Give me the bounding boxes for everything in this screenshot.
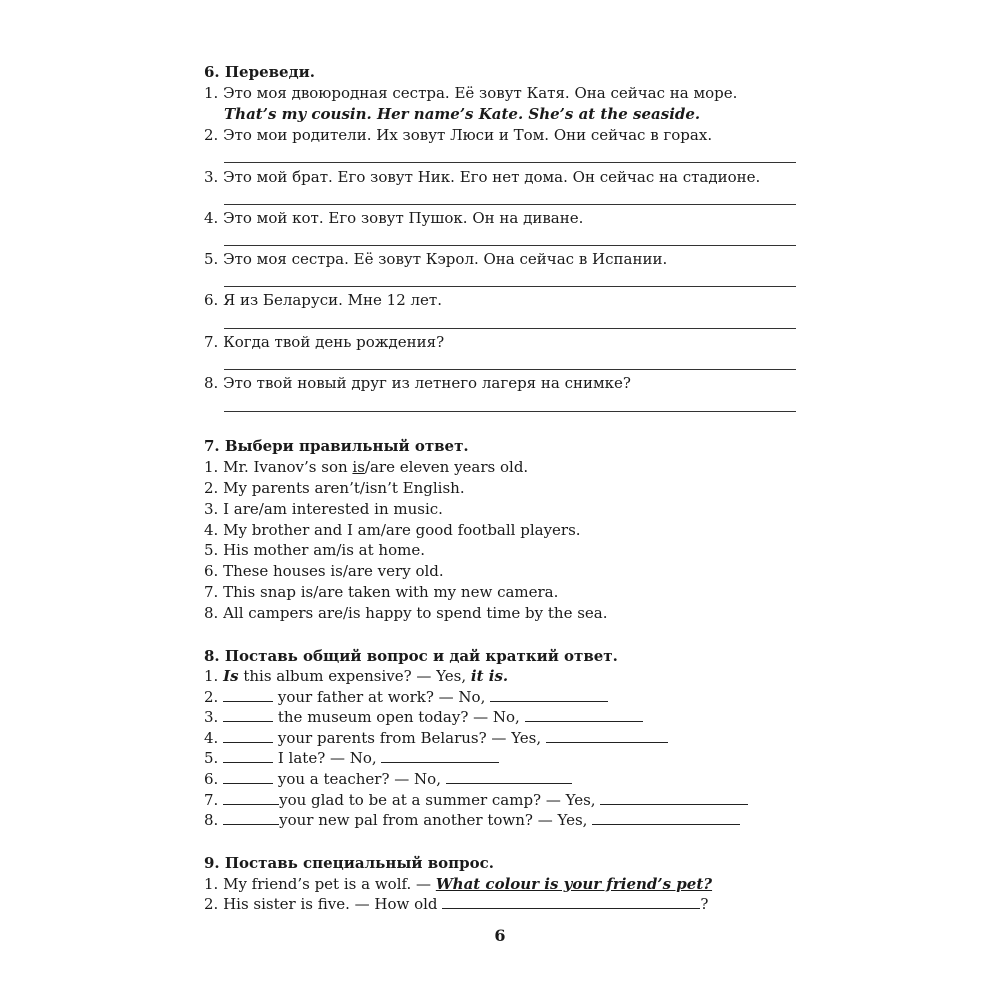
item-number: 7. bbox=[204, 583, 219, 601]
item-text: Это мой кот. Его зовут Пушок. Он на диване. bbox=[223, 209, 584, 227]
item-number: 3. bbox=[204, 168, 219, 186]
item-number: 4. bbox=[204, 729, 219, 747]
item-number: 3. bbox=[204, 500, 219, 518]
ex6-item-2 bbox=[204, 125, 712, 145]
answer-blank[interactable] bbox=[546, 728, 668, 743]
ex6-item-1 bbox=[204, 83, 737, 103]
item-text: your parents from Belarus? — Yes, bbox=[273, 729, 546, 747]
item-number: 8. bbox=[204, 374, 219, 392]
item-text: Это моя сестра. Её зовут Кэрол. Она сейчас в Испании. bbox=[223, 250, 668, 268]
item-text-pre: Mr. Ivanov’s son bbox=[223, 458, 353, 476]
item-number: 2. bbox=[204, 895, 219, 913]
chosen-answer: is bbox=[352, 458, 365, 476]
answer-blank[interactable] bbox=[446, 769, 572, 784]
item-number: 5. bbox=[204, 749, 219, 767]
answer-blank[interactable] bbox=[381, 748, 499, 763]
item-text: Это мои родители. Их зовут Люси и Том. Они сейчас в горах. bbox=[223, 126, 713, 144]
item-number: 2. bbox=[204, 126, 219, 144]
item-number: 8. bbox=[204, 811, 219, 829]
question-word: Is bbox=[223, 667, 239, 685]
ex7-item-1 bbox=[204, 457, 528, 477]
item-text: I late? — No, bbox=[273, 749, 382, 767]
item-number: 2. bbox=[204, 688, 219, 706]
ex8-item-3 bbox=[204, 707, 643, 727]
ex6-example-answer: That’s my cousin. Her name’s Kate. She’s at the seaside. bbox=[224, 105, 701, 123]
ex8-item-6 bbox=[204, 769, 572, 789]
item-number: 1. bbox=[204, 84, 219, 102]
item-text: All campers are/is happy to spend time by the sea. bbox=[223, 604, 608, 622]
item-number: 4. bbox=[204, 209, 219, 227]
ex7-title: 7. Выбери правильный ответ. bbox=[204, 437, 469, 455]
item-text: your father at work? — No, bbox=[273, 688, 491, 706]
verb-blank[interactable] bbox=[223, 687, 273, 702]
ex7-item-2 bbox=[204, 478, 465, 498]
item-text: His mother am/is at home. bbox=[223, 541, 425, 559]
ex6-answer-line-2[interactable] bbox=[224, 162, 796, 163]
item-text: Когда твой день рождения? bbox=[223, 333, 445, 351]
ex6-item-8 bbox=[204, 373, 631, 393]
verb-blank[interactable] bbox=[223, 728, 273, 743]
item-text: you glad to be at a summer camp? — Yes, bbox=[279, 791, 601, 809]
answer-end: . bbox=[502, 667, 509, 685]
item-text: Я из Беларуси. Мне 12 лет. bbox=[223, 291, 442, 309]
item-number: 5. bbox=[204, 541, 219, 559]
question-blank[interactable] bbox=[442, 894, 700, 909]
item-number: 5. bbox=[204, 250, 219, 268]
ex9-item-1 bbox=[204, 874, 712, 894]
item-number: 3. bbox=[204, 708, 219, 726]
item-text: you a teacher? — No, bbox=[273, 770, 446, 788]
ex7-item-3 bbox=[204, 499, 443, 519]
item-number: 1. bbox=[204, 667, 219, 685]
ex6-answer-line-8[interactable] bbox=[224, 411, 796, 412]
item-number: 2. bbox=[204, 479, 219, 497]
ex6-item-4 bbox=[204, 208, 583, 228]
ex8-item-1 bbox=[204, 666, 508, 686]
answer-blank[interactable] bbox=[525, 707, 643, 722]
ex8-item-2 bbox=[204, 687, 608, 707]
ex6-answer-line-7[interactable] bbox=[224, 369, 796, 370]
ex6-answer-line-4[interactable] bbox=[224, 245, 796, 246]
ex6-item-3 bbox=[204, 167, 760, 187]
item-text: His sister is five. — How old bbox=[218, 895, 443, 913]
item-text: Это мой брат. Его зовут Ник. Его нет дома. Он сейчас на стадионе. bbox=[223, 168, 761, 186]
ex8-item-4 bbox=[204, 728, 668, 748]
verb-blank[interactable] bbox=[223, 707, 273, 722]
ex8-item-8 bbox=[204, 810, 740, 830]
verb-blank[interactable] bbox=[223, 810, 279, 825]
item-text: My friend’s pet is a wolf. — bbox=[218, 875, 436, 893]
answer-blank[interactable] bbox=[592, 810, 740, 825]
ex6-item-7 bbox=[204, 332, 444, 352]
ex7-item-4 bbox=[204, 520, 581, 540]
item-text: Это моя двоюродная сестра. Её зовут Катя. Она сейчас на море. bbox=[223, 84, 738, 102]
ex6-item-6 bbox=[204, 290, 442, 310]
verb-blank[interactable] bbox=[223, 790, 279, 805]
example-question: What colour is your friend’s pet? bbox=[435, 875, 713, 893]
verb-blank[interactable] bbox=[223, 748, 273, 763]
ex8-title: 8. Поставь общий вопрос и дай краткий ответ. bbox=[204, 647, 618, 665]
ex9-title: 9. Поставь специальный вопрос. bbox=[204, 854, 494, 872]
item-text: My parents aren’t/isn’t English. bbox=[223, 479, 465, 497]
ex6-title: 6. Переведи. bbox=[204, 63, 315, 81]
item-number: 1. bbox=[204, 875, 219, 893]
ex6-answer-line-3[interactable] bbox=[224, 204, 796, 205]
item-text: I are/am interested in music. bbox=[223, 500, 443, 518]
item-number: 6. bbox=[204, 562, 219, 580]
answer-blank[interactable] bbox=[490, 687, 608, 702]
item-number: 7. bbox=[204, 791, 219, 809]
item-number: 6. bbox=[204, 291, 219, 309]
item-text: the museum open today? — No, bbox=[273, 708, 525, 726]
item-text: Это твой новый друг из летнего лагеря на снимке? bbox=[223, 374, 631, 392]
page-number: 6 bbox=[494, 926, 506, 945]
ex8-item-5 bbox=[204, 748, 499, 768]
answer-blank[interactable] bbox=[600, 790, 748, 805]
verb-blank[interactable] bbox=[223, 769, 273, 784]
ex7-item-6 bbox=[204, 561, 444, 581]
question-mark: ? bbox=[700, 895, 709, 913]
ex8-item-7 bbox=[204, 790, 748, 810]
ex9-item-2 bbox=[204, 894, 708, 914]
item-text-post: /are eleven years old. bbox=[364, 458, 529, 476]
item-number: 7. bbox=[204, 333, 219, 351]
ex7-item-8 bbox=[204, 603, 608, 623]
ex7-item-5 bbox=[204, 540, 425, 560]
ex6-item-5 bbox=[204, 249, 667, 269]
ex7-item-7 bbox=[204, 582, 558, 602]
item-text: These houses is/are very old. bbox=[223, 562, 444, 580]
item-text: This snap is/are taken with my new camera. bbox=[223, 583, 559, 601]
ex6-answer-line-6[interactable] bbox=[224, 328, 796, 329]
item-text: your new pal from another town? — Yes, bbox=[279, 811, 593, 829]
item-text: this album expensive? — Yes, bbox=[238, 667, 471, 685]
ex6-answer-line-5[interactable] bbox=[224, 286, 796, 287]
item-text: My brother and I am/are good football players. bbox=[223, 521, 581, 539]
short-answer: it is bbox=[470, 667, 503, 685]
item-number: 6. bbox=[204, 770, 219, 788]
item-number: 8. bbox=[204, 604, 219, 622]
item-number: 1. bbox=[204, 458, 219, 476]
item-number: 4. bbox=[204, 521, 219, 539]
